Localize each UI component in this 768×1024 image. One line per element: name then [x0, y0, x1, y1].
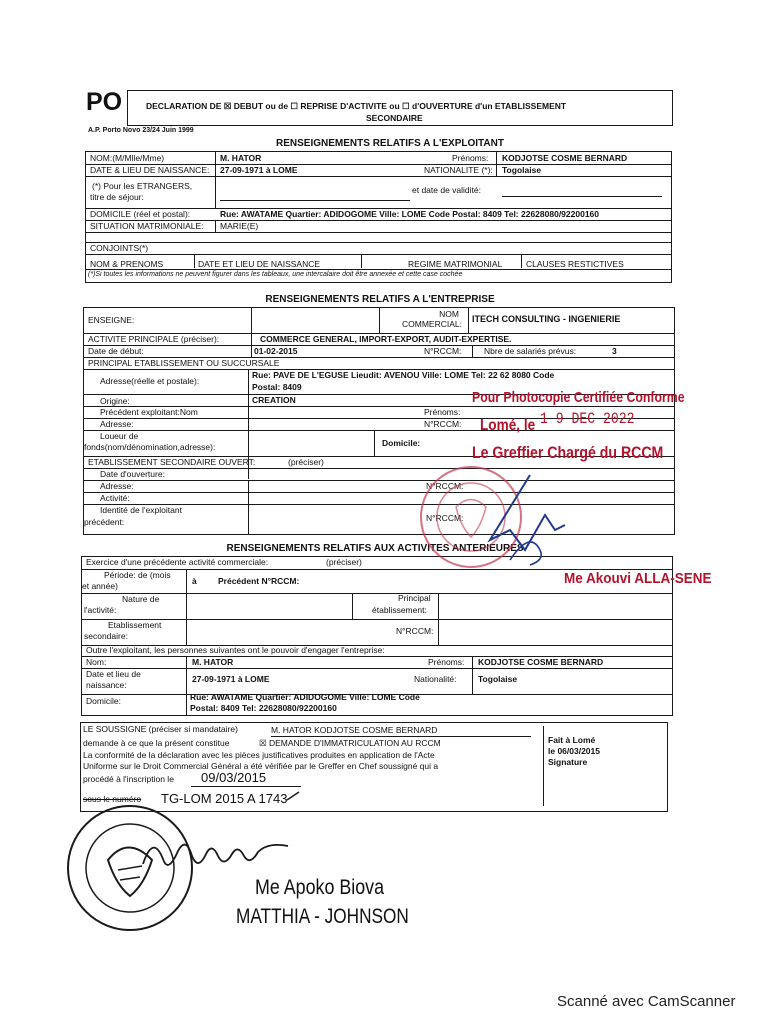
loueur-label-1: Loueur de	[100, 431, 139, 441]
salaries-value: 3	[612, 346, 617, 356]
declaration-line2: SECONDAIRE	[366, 113, 423, 123]
col-date-naissance: DATE ET LIEU DE NAISSANCE	[198, 259, 321, 269]
pen-mark	[282, 780, 312, 810]
intercalaire-note: (*)Si toutes les informations ne peuvent figurer dans les tableaux, une intercalaire doit être annexée et cette case cochée	[88, 271, 463, 278]
etrangers-label: (*) Pour les ETRANGERS,	[92, 181, 193, 191]
origine-value: CREATION	[252, 395, 296, 405]
precedent-rccm-label: N°RCCM:	[424, 419, 462, 429]
nature-label-2: l'activité:	[84, 605, 117, 615]
sejour-label: titre de séjour:	[90, 192, 144, 202]
pouvoir-naissance-value: 27-09-1971 à LOME	[192, 674, 270, 684]
section-title-activites: RENSEIGNEMENTS RELATIFS AUX ACTIVITES ANTERIEURES	[226, 543, 524, 554]
exploitant-table	[85, 151, 672, 283]
naissance-label: DATE & LIEU DE NAISSANCE:	[90, 165, 210, 175]
po-mark: PO	[86, 88, 123, 116]
domicile-value: Rue: AWATAME Quartier: ADIDOGOME Ville: LOME Code Postal: 8409 Tel: 22628080/92200160	[220, 209, 600, 219]
demande-label: demande à ce que la présent constitue	[83, 738, 230, 748]
certification-line-1: Pour Photocopie Certifiée Conforme	[472, 389, 685, 406]
enseigne-label: ENSEIGNE:	[88, 315, 135, 325]
date-debut-label: Date de début:	[88, 346, 144, 356]
rccm-label-1: N°RCCM:	[424, 346, 462, 356]
naissance-value: 27-09-1971 à LOME	[220, 165, 298, 175]
adresse-value-2: Postal: 8409	[252, 382, 302, 392]
origine-label: Origine:	[100, 396, 130, 406]
ouverture-label: Date d'ouverture:	[100, 469, 165, 479]
conformite-line-2: Uniforme sur le Droit Commercial Général a été vérifiée par le Greffer en Chef soussigné qui a	[83, 761, 439, 771]
conformite-line-1: La conformité de la déclaration avec les pièces justificatives produites en application de l'Acte	[83, 750, 435, 760]
pouvoir-prenoms-value: KODJOTSE COSME BERNARD	[478, 657, 604, 667]
nom-commercial-label-2: COMMERCIAL:	[402, 319, 462, 329]
loueur-label-2: fonds(nom/dénomination,adresse):	[84, 442, 216, 452]
pouvoir-nom-label: Nom:	[86, 657, 107, 667]
handwritten-signature	[138, 824, 298, 884]
pouvoir-nom-value: M. HATOR	[192, 657, 234, 667]
fait-line-1: Fait à Lomé	[548, 735, 596, 745]
soussigne-value: M. HATOR KODJOTSE COSME BERNARD	[271, 725, 438, 735]
declaration-line1: DECLARATION DE ☒ DEBUT ou de ☐ REPRISE D'ACTIVITE ou ☐ d'OUVERTURE d'un ETABLISSEMENT	[146, 101, 567, 111]
salaries-label: Nbre de salariés prévus:	[484, 346, 577, 356]
declaration-box	[127, 90, 673, 126]
secondaire-activite-label: Activité:	[100, 493, 130, 503]
activite-principale-label: ACTIVITE PRINCIPALE (préciser):	[88, 334, 220, 344]
periode-label-2: et année)	[82, 581, 118, 591]
soussigne-box	[80, 722, 668, 812]
pouvoir-nationalite-label: Nationalité:	[414, 674, 457, 684]
exercice-label: Exercice d'une précédente activité commerciale:	[86, 557, 269, 567]
identite-label-1: Identité de l'exploitant	[100, 505, 182, 515]
secondaire-preciser: (préciser)	[288, 457, 324, 467]
precedent-prenoms-label: Prénoms:	[424, 407, 461, 417]
soussigne-label: LE SOUSSIGNE (préciser si mandataire)	[83, 724, 238, 734]
secondaire-rccm-label: N°RCCM:	[426, 481, 464, 491]
principal-label-2: établissement:	[372, 605, 427, 615]
activite-principale-value: COMMERCE GENERAL, IMPORT-EXPORT, AUDIT-EXPERTISE.	[260, 334, 512, 344]
secondaire-label: ETABLISSEMENT SECONDAIRE OUVERT:	[88, 457, 256, 467]
situation-label: SITUATION MATRIMONIALE:	[90, 221, 204, 231]
section-title-exploitant: RENSEIGNEMENTS RELATIFS A L'EXPLOITANT	[276, 138, 504, 149]
signatory-line-2: MATTHIA - JOHNSON	[236, 905, 409, 928]
demande-value: ☒ DEMANDE D'IMMATRICULATION AU RCCM	[259, 738, 441, 748]
fait-line-2: le 06/03/2015	[548, 746, 600, 756]
periode-a: à	[192, 576, 197, 586]
pouvoir-domicile-label: Domicile:	[86, 696, 121, 706]
principal-etablissement-label: PRINCIPAL ETABLISSEMENT OU SUCCURSALE	[88, 358, 280, 368]
loueur-domicile-label: Domicile:	[382, 438, 421, 448]
date-debut-value: 01-02-2015	[254, 346, 298, 356]
precedent-adresse-label: Adresse:	[100, 419, 134, 429]
principal-label-1: Principal	[398, 593, 431, 603]
secondaire-adresse-label: Adresse:	[100, 481, 134, 491]
precedent-exploitant-label: Précédent exploitant:Nom	[100, 407, 198, 417]
col-clauses: CLAUSES RESTICTIVES	[526, 259, 624, 269]
nationalite-value: Togolaise	[502, 165, 542, 175]
etab-secondaire-label-1: Etablissement	[108, 620, 162, 630]
pouvoir-domicile-value-1: Rue: AWATAME Quartier: ADIDOGOME Ville: LOME Code	[190, 692, 420, 702]
nature-label-1: Nature de	[122, 594, 160, 604]
pouvoir-naissance-label-2: naissance:	[86, 680, 127, 690]
certification-date: 1 9 DEC 2022	[540, 410, 635, 428]
domicile-label: DOMICILE (réel et postal):	[90, 209, 191, 219]
col-nom-prenoms: NOM & PRENOMS	[90, 259, 164, 269]
signatory-line-1: Me Apoko Biova	[255, 876, 385, 899]
pouvoir-nationalite-value: Togolaise	[478, 674, 518, 684]
nationalite-label: NATIONALITE (*):	[424, 165, 493, 175]
adresse-value-1: Rue: PAVE DE L'EGUSE Lieudit: AVENOU Ville: LOME Tel: 22 62 8080 Code	[252, 370, 555, 380]
exercice-preciser: (préciser)	[326, 557, 362, 567]
col-regime: REGIME MATRIMONIAL	[408, 259, 503, 269]
situation-value: MARIE(E)	[220, 221, 259, 231]
prenoms-label: Prénoms:	[452, 153, 489, 163]
certification-line-3: Le Greffier Chargé du RCCM	[472, 443, 664, 462]
section-title-entreprise: RENSEIGNEMENTS RELATIFS A L'ENTREPRISE	[265, 294, 495, 305]
certification-lome-label: Lomé, le	[480, 417, 536, 434]
nom-commercial-value: ITECH CONSULTING - INGENIERIE	[472, 314, 621, 324]
camscanner-footer: Scanné avec CamScanner	[557, 993, 736, 1010]
identite-label-2: précédent:	[84, 517, 125, 527]
pouvoir-prenoms-label: Prénoms:	[428, 657, 465, 667]
fait-box	[543, 726, 664, 806]
pouvoir-naissance-label-1: Date et lieu de	[86, 669, 141, 679]
inscription-label: procédé à l'inscription le	[83, 774, 174, 784]
pouvoir-label: Outre l'exploitant, les personnes suivantes ont le pouvoir d'engager l'entreprise:	[86, 645, 385, 655]
certification-line-4: Me Akouvi ALLA-SENE	[564, 570, 712, 587]
nom-label: NOM:(M/Mlle/Mme)	[90, 153, 165, 163]
adresse-label: Adresse(réelle et postale):	[100, 376, 200, 386]
etab-rccm-label: N°RCCM:	[396, 626, 434, 636]
identite-rccm-label: N°RCCM:	[426, 513, 464, 523]
numero-value: TG-LOM 2015 A 1743	[161, 791, 288, 806]
precedent-rccm-label: Précédent N°RCCM:	[218, 576, 300, 586]
nom-value: M. HATOR	[220, 153, 262, 163]
fait-line-3: Signature	[548, 757, 588, 767]
validite-label: et date de validité:	[412, 185, 481, 195]
numero-label: sous le numéro	[83, 794, 142, 804]
pouvoir-domicile-value-2: Postal: 8409 Tel: 22628080/92200160	[190, 703, 337, 713]
inscription-date: 09/03/2015	[201, 770, 267, 785]
nom-commercial-label-1: NOM	[439, 309, 459, 319]
periode-label-1: Période: de (mois	[104, 570, 171, 580]
prenoms-value: KODJOTSE COSME BERNARD	[502, 153, 628, 163]
etab-secondaire-label-2: secondaire:	[84, 631, 128, 641]
blue-signature	[470, 470, 580, 580]
conjoints-label: CONJOINTS(*)	[90, 243, 149, 253]
ap-reference: A.P. Porto Novo 23/24 Juin 1999	[88, 127, 194, 134]
